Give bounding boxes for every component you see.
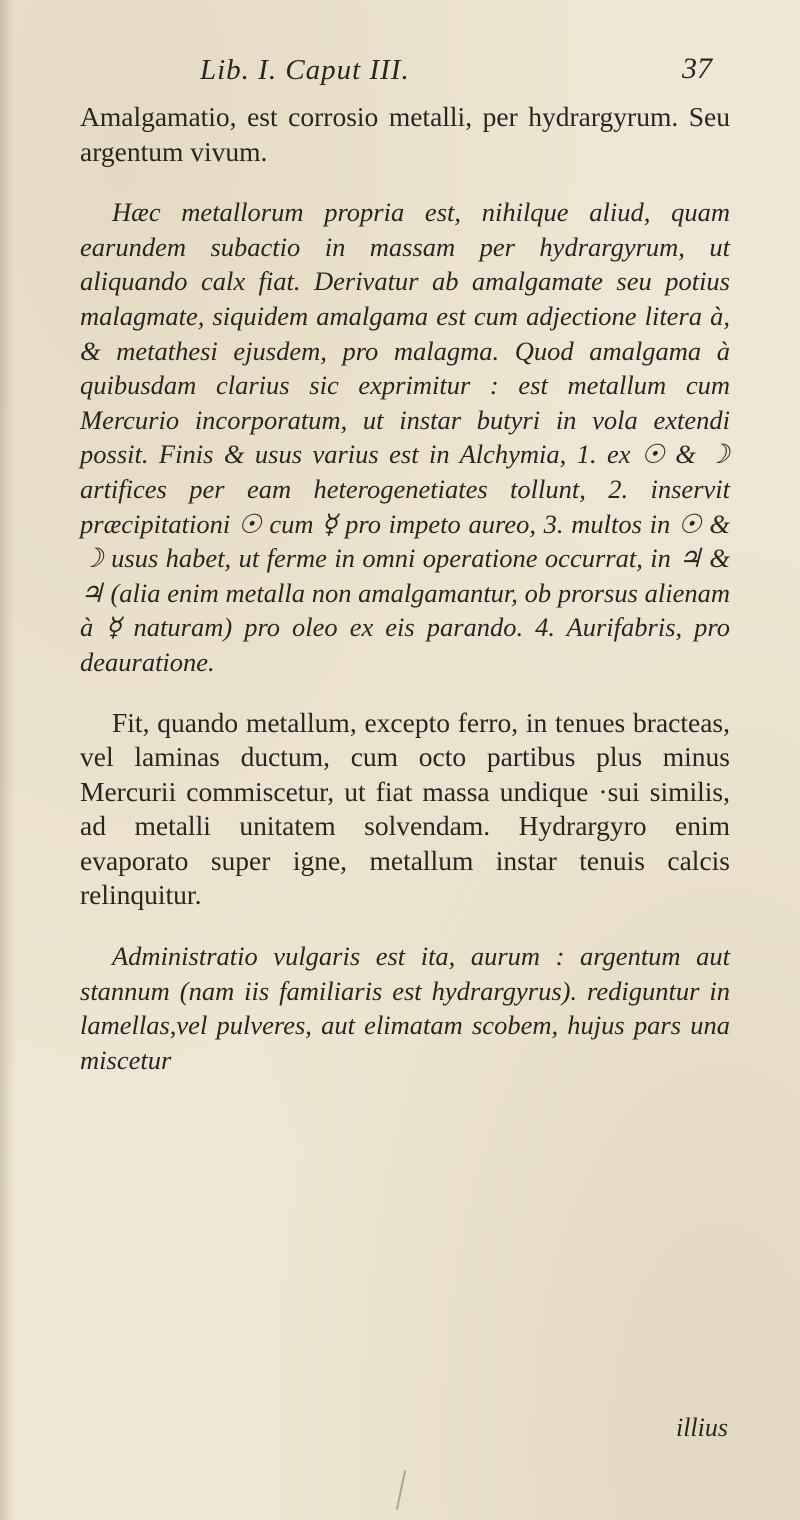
page-gutter-shadow — [0, 0, 14, 1520]
page-number: 37 — [682, 52, 712, 85]
running-head: Lib. I. Caput III. — [200, 54, 410, 86]
ink-mark — [396, 1470, 406, 1510]
body-text — [80, 100, 730, 1103]
paragraph-method: Fit, quando metallum, excepto ferro, in tenues bracteas, vel laminas ductum, cum octo partibus plus minus Mercurii commiscetur, ut fiat massa undique ·sui similis, ad metalli unitatem solvendam. Hydrargyro enim evaporato super igne, metallum instar tenuis calcis relinquitur. — [80, 706, 730, 911]
paragraph-administration: Administratio vulgaris est ita, aurum : argentum aut stannum (nam iis familiaris est hydrargyrus). rediguntur in lamellas,vel pulveres, aut elimatam scobem, hujus pars una miscetur — [80, 941, 730, 1075]
paragraph-definition: Amalgamatio, est corrosio metalli, per hydrargyrum. Seu argentum vivum. — [80, 101, 730, 167]
paragraph-commentary: Hæc metallorum propria est, nihilque aliud, quam earundem subactio in massam per hydrargyrum, ut aliquando calx fiat. Derivatur ab amalgamate seu potius malagmate, siquidem amalgama est cum adjectione litera à, & metathesi ejusdem, pro malagma. Quod amalgama à quibusdam clarius sic exprimitur : est metallum cum Mercurio incorporatum, ut instar butyri in vola extendi possit. Finis & usus varius est in Alchymia, 1. ex ☉ & ☽ artifices per eam heterogenetiates tollunt, 2. inservit præcipitationi ☉ cum ☿ pro impeto aureo, 3. multos in ☉ & ☽ usus habet, ut ferme in omni operatione occurrat, in ♃ & ♃ (alia enim metalla non amalgamantur, ob prorsus alienam à ☿ naturam) pro oleo ex eis parando. 4. Aurifabris, pro deauratione. — [80, 197, 730, 677]
page-header — [80, 48, 720, 98]
catchword: illius — [675, 1413, 728, 1442]
